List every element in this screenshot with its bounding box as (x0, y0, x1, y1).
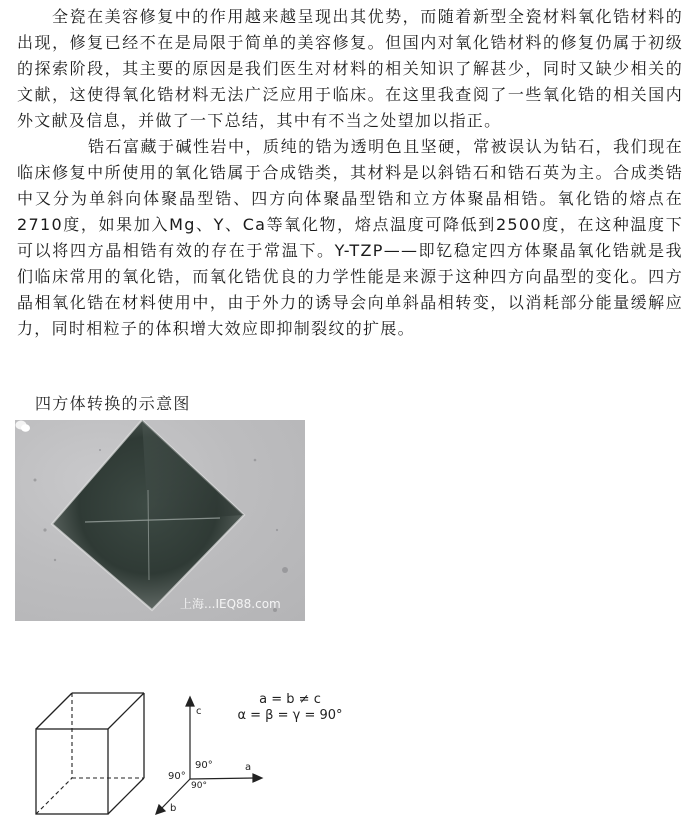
indentation-photo (15, 420, 305, 621)
axis-a-label: a (245, 762, 252, 773)
angle-top-label: 90° (195, 760, 213, 771)
diamond-indent-graphic (15, 420, 305, 621)
axis-b-label: b (170, 803, 177, 814)
axis-c-label: c (196, 706, 202, 717)
formula-line-lengths: a = b ≠ c (259, 692, 321, 707)
angle-left-label: 90° (168, 771, 186, 782)
paragraph-zirconia: 锆石富藏于碱性岩中，质纯的锆为透明色且坚硬，常被误认为钻石，我们现在临床修复中所使用的氧化锆属于合成锆类，其材料是以斜锆石和锆石英为主。合成类锆中又分为单斜向体聚晶型锆、四方向体聚晶型锆和立方体聚晶相锆。氧化锆的熔点在2710度，如果加入Mg、Y、Ca等氧化物，熔点温度可降低到2500度，在这种温度下可以将四方晶相锆有效的存在于常温下。Y-TZP——即钇稳定四方体聚晶氧化锆就是我们临床常用的氧化锆，而氧化锆优良的力学性能是来源于这种四方向晶型的变化。四方晶相氧化锆在材料使用中，由于外力的诱导会向单斜晶相转变，以消耗部分能量缓解应力，同时相粒子的体积增大效应即抑制裂纹的扩展。 (17, 137, 683, 338)
lattice-formula (230, 692, 350, 724)
angle-bottom-label: 90° (191, 781, 207, 791)
figure-caption: 四方体转换的示意图 (35, 394, 191, 413)
formula-line-angles: α = β = γ = 90° (237, 708, 343, 723)
paragraph-intro: 全瓷在美容修复中的作用越来越呈现出其优势，而随着新型全瓷材料氧化锆材料的出现，修复已经不在是局限于简单的美容修复。但国内对氧化锆材料的修复仍属于初级的探索阶段，其主要的原因是我们医生对材料的相关知识了解甚少，同时又缺少相关的文献，这使得氧化锆材料无法广泛应用于临床。在这里我查阅了一些氧化锆的相关国内外文献及信息，并做了一下总结，其中有不当之处望加以指正。 (17, 7, 683, 130)
wechat-icon (15, 420, 31, 433)
image-watermark: 上海...IEQ88.com (180, 597, 281, 611)
article-body (17, 4, 683, 342)
